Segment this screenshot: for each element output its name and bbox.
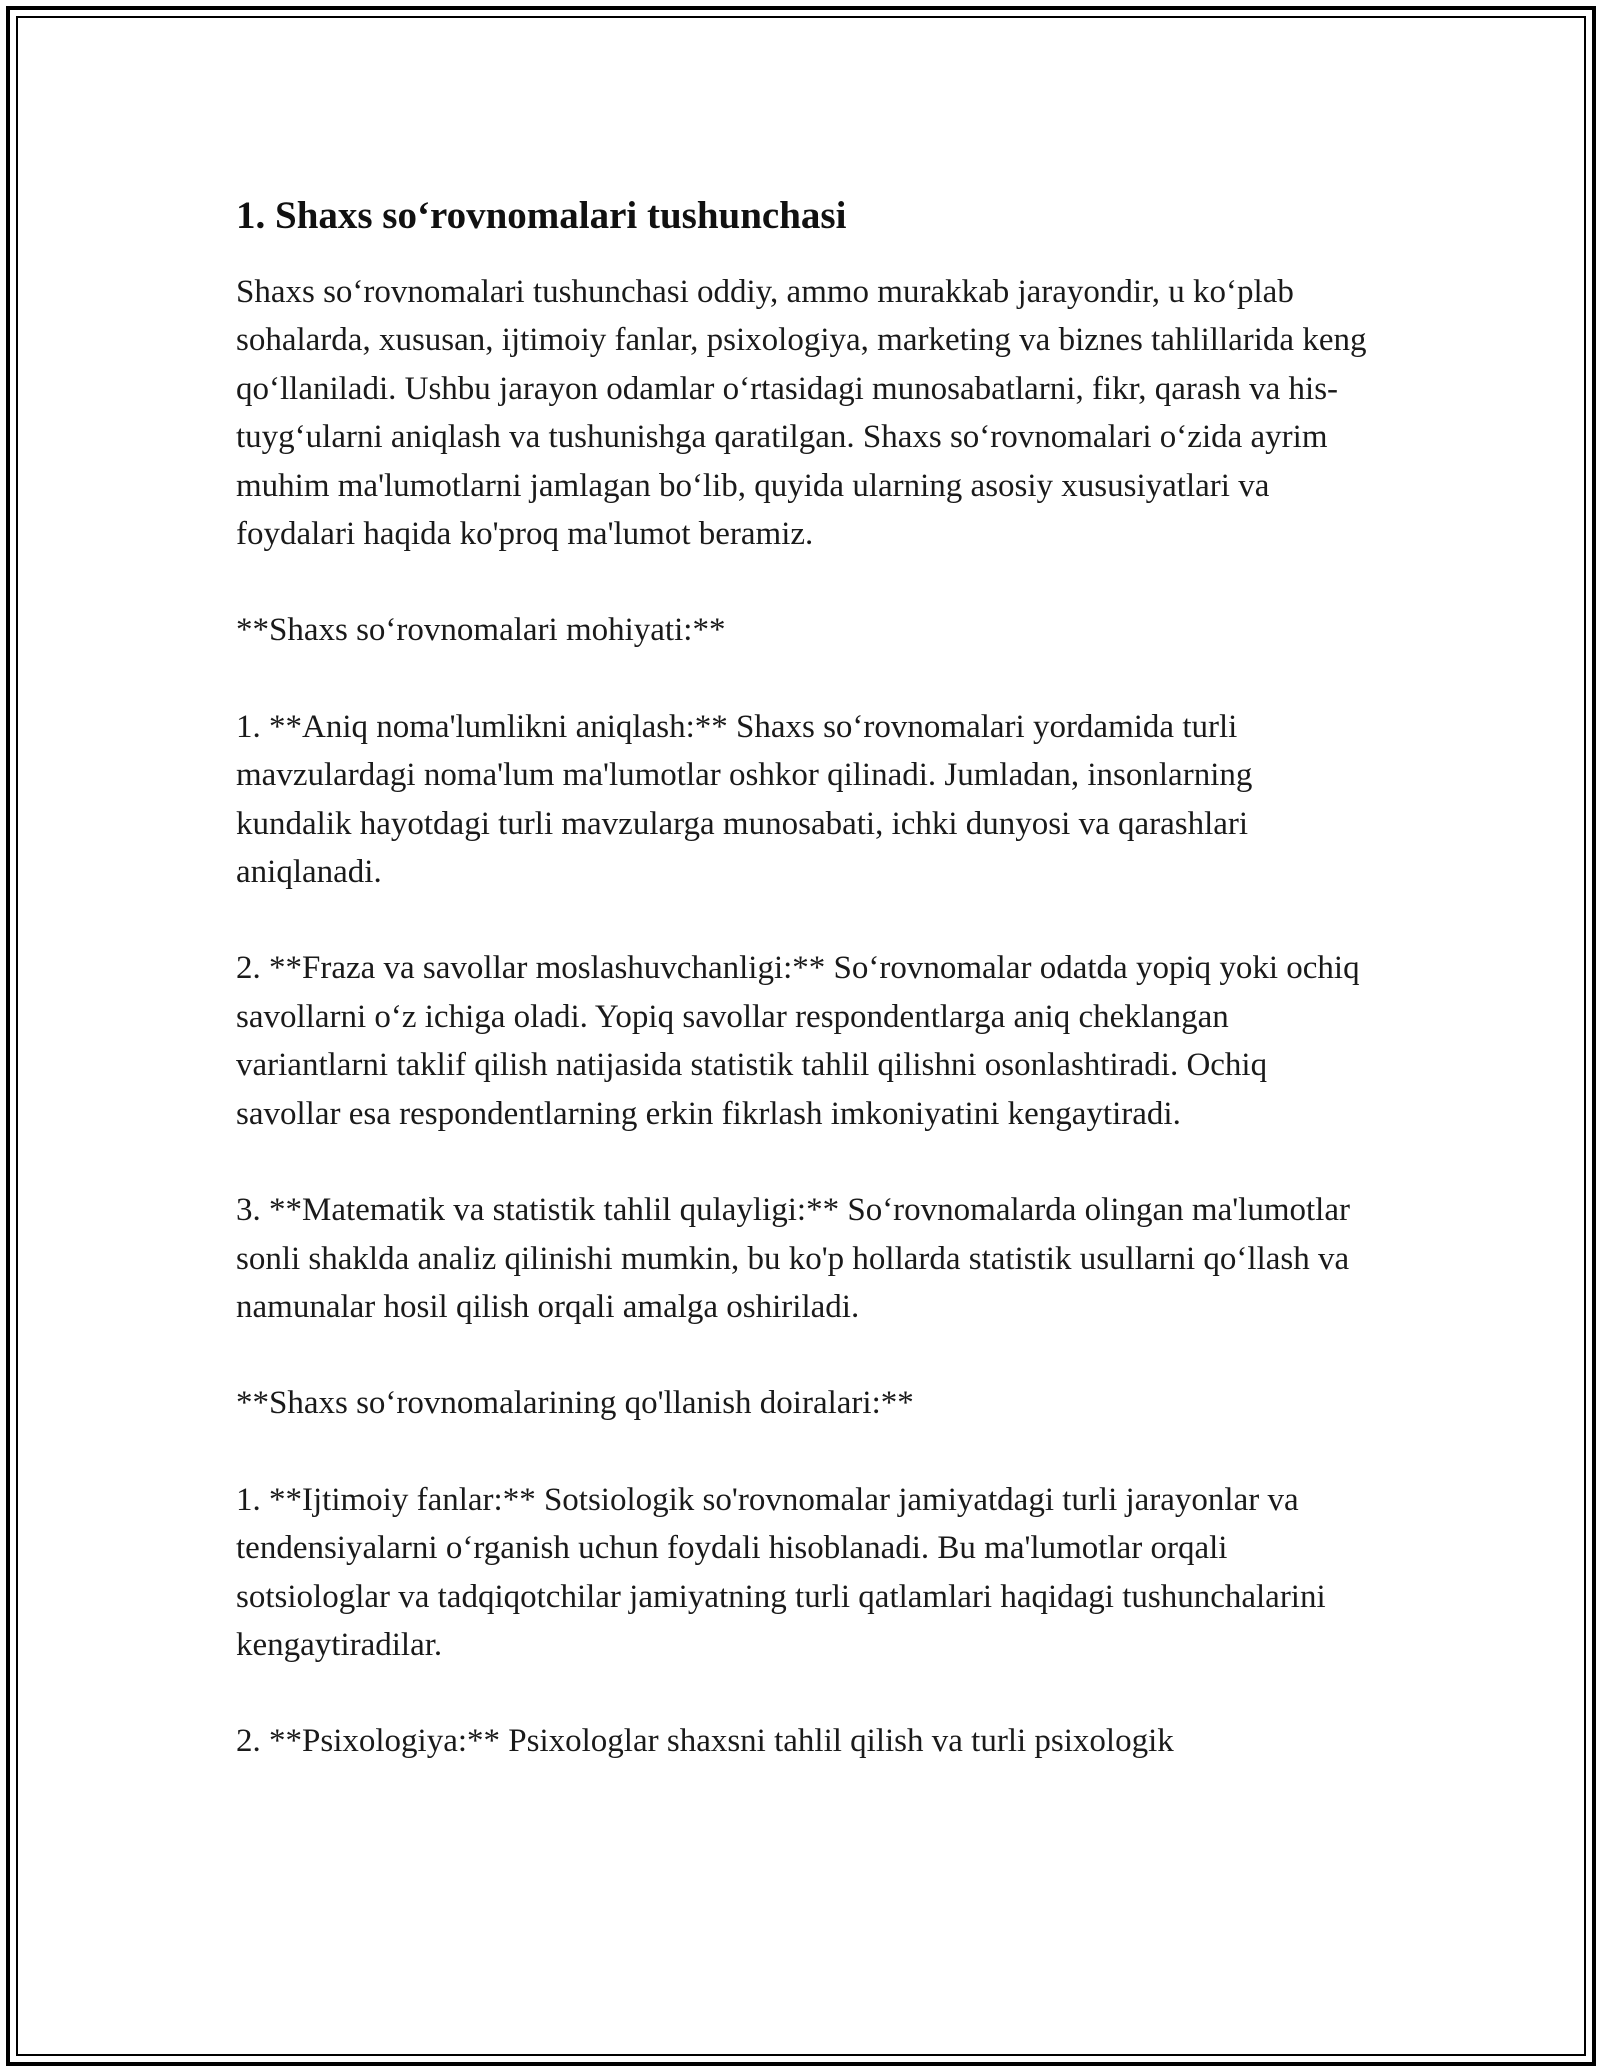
application-item-1: 1. **Ijtimoiy fanlar:** Sotsiologik so'rovnomalar jamiyatdagi turli jarayonlar va tendensiyalarni o‘rganish uchun foydali hisoblanadi. Bu ma'lumotlar orqali sotsiologlar va tadqiqotchilar jamiyatning turli qatlamlari haqidagi tushunchalarini kengaytiradilar.: [236, 1481, 1326, 1663]
intro-paragraph: Shaxs so‘rovnomalari tushunchasi oddiy, ammo murakkab jarayondir, u ko‘plab sohalarda, xususan, ijtimoiy fanlar, psixologiya, marketing va biznes tahlillarida keng qo‘llaniladi. Ushbu jarayon odamlar o‘rtasidagi munosabatlarni, fikr, qarash va his-tuyg‘ularni aniqlash va tushunishga qaratilgan. Shaxs so‘rovnomalari o‘zida ayrim muhim ma'lumotlarni jamlagan bo‘lib, quyida ularning asosiy xususiyatlari va foydalari haqida ko'proq ma'lumot beramiz.: [236, 274, 1367, 553]
application-subheading: **Shaxs so‘rovnomalarining qo'llanish doiralari:**: [236, 1385, 914, 1422]
essence-item-2: 2. **Fraza va savollar moslashuvchanligi:** So‘rovnomalar odatda yopiq yoki ochiq savollarni o‘z ichiga oladi. Yopiq savollar respondentlarga aniq cheklangan variantlarni taklif qilish natijasida statistik tahlil qilishni osonlashtiradi. Ochiq savollar esa respondentlarning erkin fikrlash imkoniyatini kengaytiradi.: [236, 950, 1360, 1132]
document-body: [236, 188, 1376, 1814]
essence-subheading: **Shaxs so‘rovnomalari mohiyati:**: [236, 612, 726, 649]
essence-item-1: 1. **Aniq noma'lumlikni aniqlash:** Shaxs so‘rovnomalari yordamida turli mavzulardagi noma'lum ma'lumotlar oshkor qilinadi. Jumladan, insonlarning kundalik hayotdagi turli mavzularga munosabati, ichki dunyosi va qarashlari aniqlanadi.: [236, 708, 1253, 891]
section-heading: 1. Shaxs so‘rovnomalari tushunchasi: [236, 194, 847, 237]
application-item-2: 2. **Psixologiya:** Psixologlar shaxsni tahlil qilish va turli psixologik: [236, 1723, 1174, 1760]
essence-item-3: 3. **Matematik va statistik tahlil qulayligi:** So‘rovnomalarda olingan ma'lumotlar sonli shaklda analiz qilinishi mumkin, bu ko'p hollarda statistik usullarni qo‘llash va namunalar hosil qilish orqali amalga oshiriladi.: [236, 1192, 1350, 1325]
